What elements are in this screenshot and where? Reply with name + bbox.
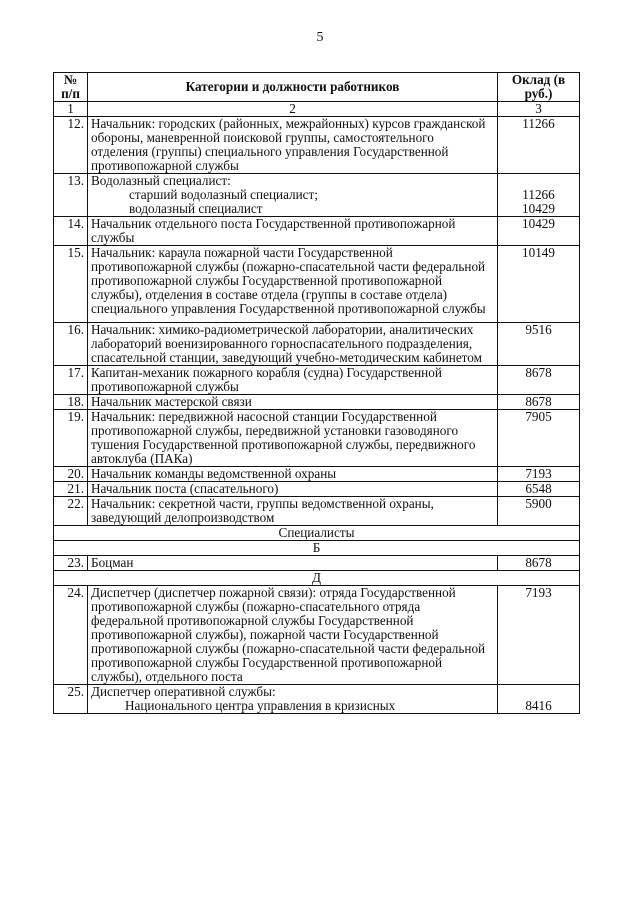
row-value: 8678 bbox=[498, 395, 580, 410]
header-category: Категории и должности работников bbox=[88, 73, 498, 102]
row-number: 14. bbox=[54, 217, 88, 246]
row-text-group bbox=[88, 685, 498, 714]
row-number: 16. bbox=[54, 323, 88, 366]
row-number: 24. bbox=[54, 586, 88, 685]
table-row bbox=[54, 586, 580, 685]
row-subitem: водолазный специалист bbox=[129, 201, 263, 216]
row-text: Боцман bbox=[88, 556, 498, 571]
row-text: Диспетчер (диспетчер пожарной связи): отряда Государственной противопожарной службы (пожарно-спасательного отряда федеральной противопожарной службы Государственной противопожарной службы), пожарной части Государственной противопожарной службы (пожарно-спасательной части федеральной противопожарной службы Государственной противопожарной службы), отдельного поста bbox=[88, 586, 498, 685]
row-value: 8678 bbox=[498, 366, 580, 395]
table-row bbox=[54, 556, 580, 571]
row-value: 6548 bbox=[498, 482, 580, 497]
row-value: 9516 bbox=[498, 323, 580, 366]
row-text: Начальник: караула пожарной части Государственной противопожарной службы (пожарно-спасательной части федеральной противопожарной службы Государственной противопожарной службы), отделения в составе отдела (группы в составе отдела) специального управления Государственной противопожарной службы bbox=[88, 246, 498, 323]
table-row bbox=[54, 685, 580, 714]
row-text: Начальник мастерской связи bbox=[88, 395, 498, 410]
table-row bbox=[54, 246, 580, 323]
section-row bbox=[54, 526, 580, 541]
row-value: 8416 bbox=[525, 698, 552, 713]
header-salary: Оклад (в руб.) bbox=[498, 73, 580, 102]
col-index-3: 3 bbox=[498, 102, 580, 117]
row-text: Диспетчер оперативной службы: bbox=[91, 684, 276, 699]
row-number: 25. bbox=[54, 685, 88, 714]
row-number: 12. bbox=[54, 117, 88, 174]
row-text: Капитан-механик пожарного корабля (судна) Государственной противопожарной службы bbox=[88, 366, 498, 395]
page-number: 5 bbox=[316, 30, 324, 45]
row-number: 17. bbox=[54, 366, 88, 395]
salary-table bbox=[53, 72, 580, 714]
row-value: 7905 bbox=[498, 410, 580, 467]
row-text: Начальник: химико-радиометрической лаборатории, аналитических лабораторий военизированного горноспасательного подразделения, спасательной станции, заведующий учебно-методическим кабинетом bbox=[88, 323, 498, 366]
row-number: 19. bbox=[54, 410, 88, 467]
header-num: № п/п bbox=[54, 73, 88, 102]
row-value: 8678 bbox=[498, 556, 580, 571]
row-value: 10429 bbox=[498, 217, 580, 246]
letter-heading: Д bbox=[54, 571, 580, 586]
letter-heading: Б bbox=[54, 541, 580, 556]
row-value: 7193 bbox=[498, 467, 580, 482]
row-number: 21. bbox=[54, 482, 88, 497]
row-text: Начальник: передвижной насосной станции Государственной противопожарной службы, передвижной установки газоводяного тушения Государственной противопожарной службы, передвижного автоклуба (ПАКа) bbox=[88, 410, 498, 467]
row-number: 20. bbox=[54, 467, 88, 482]
letter-row bbox=[54, 541, 580, 556]
table-row bbox=[54, 395, 580, 410]
row-number: 18. bbox=[54, 395, 88, 410]
column-index-row bbox=[54, 102, 580, 117]
row-subitem: Национального центра управления в кризисных bbox=[125, 698, 396, 713]
row-text: Водолазный специалист: bbox=[91, 173, 231, 188]
letter-row bbox=[54, 571, 580, 586]
table-row bbox=[54, 217, 580, 246]
col-index-1: 1 bbox=[54, 102, 88, 117]
col-index-2: 2 bbox=[88, 102, 498, 117]
row-text-group bbox=[88, 174, 498, 217]
header-row bbox=[54, 73, 580, 102]
table-row bbox=[54, 497, 580, 526]
row-number: 15. bbox=[54, 246, 88, 323]
row-value: 7193 bbox=[498, 586, 580, 685]
table-row bbox=[54, 366, 580, 395]
row-text: Начальник: секретной части, группы ведомственной охраны, заведующий делопроизводством bbox=[88, 497, 498, 526]
row-value-group bbox=[498, 174, 580, 217]
row-text: Начальник: городских (районных, межрайонных) курсов гражданской обороны, маневренной поисковой группы, самостоятельного отделения (группы) специального управления Государственной противопожарной службы bbox=[88, 117, 498, 174]
table-row bbox=[54, 482, 580, 497]
row-subvalue: 10429 bbox=[522, 201, 555, 216]
row-text: Начальник поста (спасательного) bbox=[88, 482, 498, 497]
table-row bbox=[54, 467, 580, 482]
table-row bbox=[54, 410, 580, 467]
row-subvalue: 11266 bbox=[522, 187, 555, 202]
table-row bbox=[54, 323, 580, 366]
row-text: Начальник команды ведомственной охраны bbox=[88, 467, 498, 482]
row-subitem: старший водолазный специалист; bbox=[129, 187, 318, 202]
row-text: Начальник отдельного поста Государственной противопожарной службы bbox=[88, 217, 498, 246]
row-number: 22. bbox=[54, 497, 88, 526]
row-value: 11266 bbox=[498, 117, 580, 174]
row-number: 13. bbox=[54, 174, 88, 217]
row-number: 23. bbox=[54, 556, 88, 571]
section-title: Специалисты bbox=[54, 526, 580, 541]
row-value-group bbox=[498, 685, 580, 714]
table-row bbox=[54, 174, 580, 217]
row-value: 10149 bbox=[498, 246, 580, 323]
row-value: 5900 bbox=[498, 497, 580, 526]
table-row bbox=[54, 117, 580, 174]
